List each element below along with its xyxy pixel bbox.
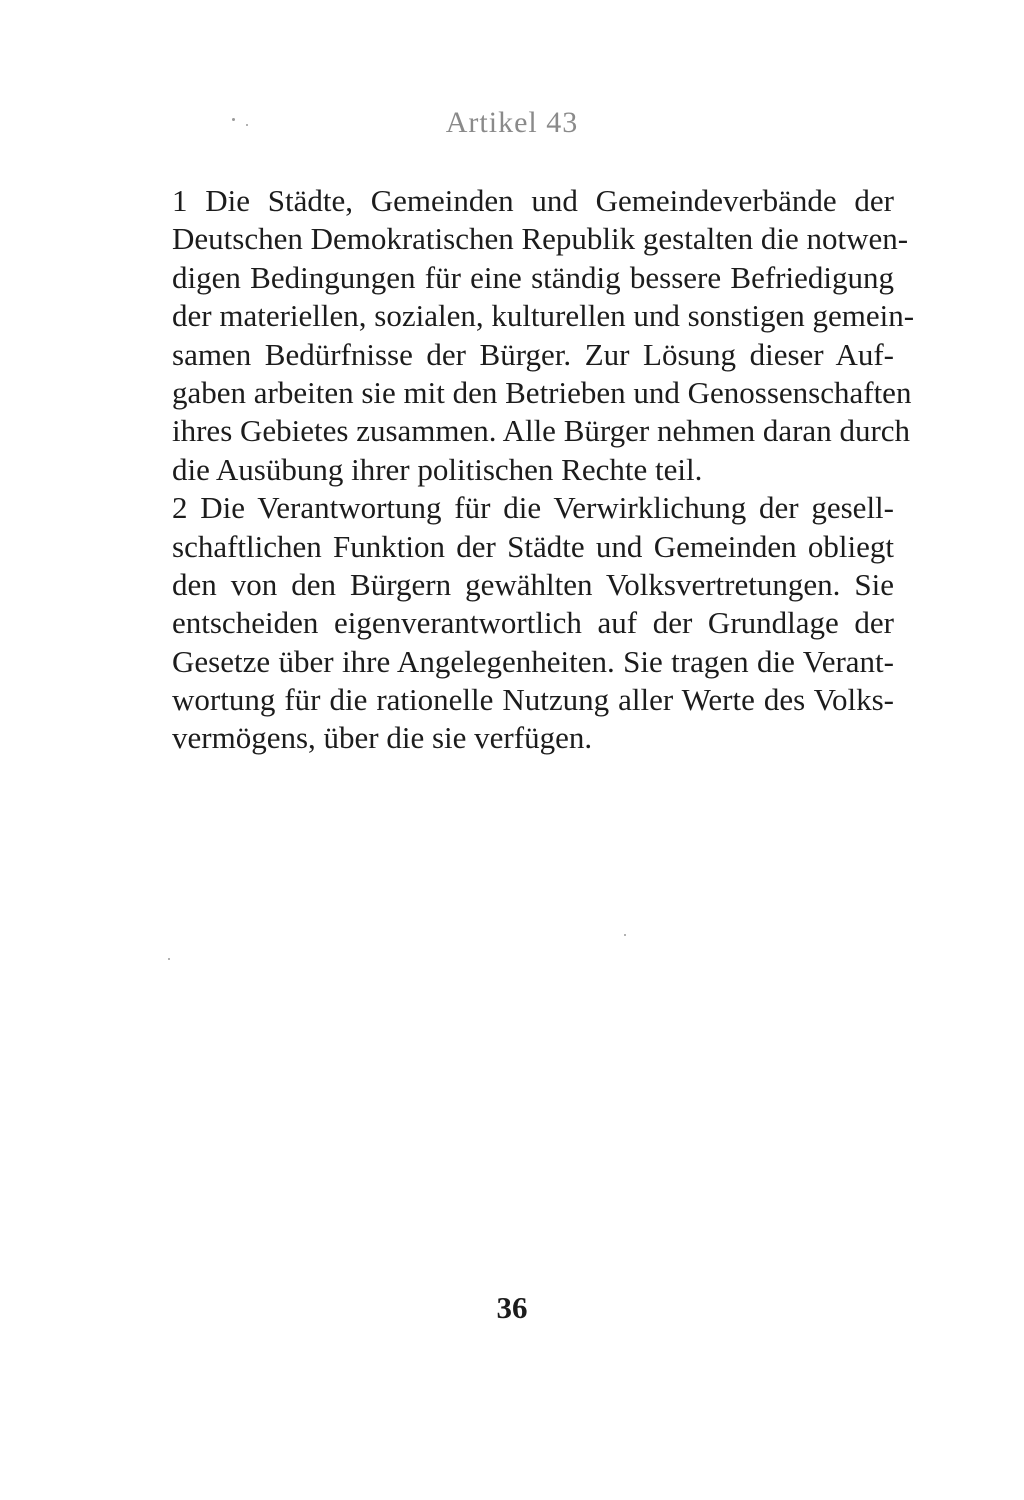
text-line: die Ausübung ihrer politischen Rechte teil. <box>172 451 703 487</box>
page-number: 36 <box>496 1290 528 1325</box>
article-heading: Artikel 43 <box>445 106 579 139</box>
text-line: vermögens, über die sie verfügen. <box>172 720 593 756</box>
scan-speck <box>168 958 170 960</box>
text-line: den von den Bürgern gewählten Volksvertretungen. Sie <box>172 566 894 602</box>
text-line: der materiellen, sozialen, kulturellen und sonstigen gemein- <box>172 298 915 334</box>
scan-speck <box>624 934 626 936</box>
text-line: 2 Die Verantwortung für die Verwirklichung der gesell- <box>172 490 894 526</box>
text-line: ihres Gebietes zusammen. Alle Bürger nehmen daran durch <box>172 413 911 449</box>
text-line: entscheiden eigenverantwortlich auf der Grundlage der <box>172 605 894 641</box>
text-line: gaben arbeiten sie mit den Betrieben und Genossenschaften <box>172 374 912 410</box>
text-line: digen Bedingungen für eine ständig bessere Befriedigung <box>172 259 894 295</box>
text-line: wortung für die rationelle Nutzung aller Werte des Volks- <box>172 682 894 718</box>
article-body <box>172 182 915 758</box>
text-line: Deutschen Demokratischen Republik gestalten die notwen- <box>172 221 909 257</box>
text-line: schaftlichen Funktion der Städte und Gemeinden obliegt <box>172 528 894 564</box>
text-line: 1 Die Städte, Gemeinden und Gemeindeverbände der <box>172 183 894 218</box>
text-line: samen Bedürfnisse der Bürger. Zur Lösung dieser Auf- <box>172 336 894 372</box>
text-line: Gesetze über ihre Angelegenheiten. Sie tragen die Verant- <box>172 643 894 679</box>
